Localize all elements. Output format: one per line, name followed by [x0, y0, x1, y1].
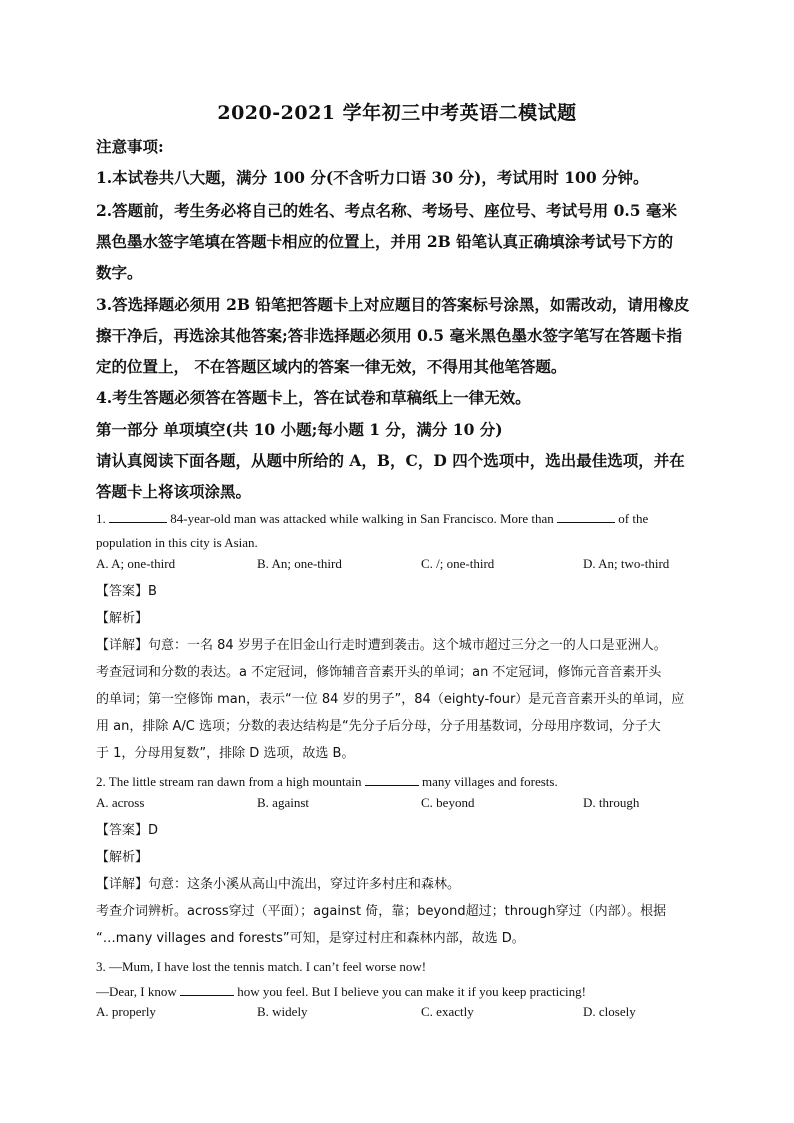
q1-option-d: D. An; two-third — [583, 556, 670, 571]
q3-option-a: A. properly — [96, 1004, 156, 1019]
notice-heading: 注意事项: — [96, 137, 164, 156]
q1-detail-line-1: 【详解】句意：一名 84 岁男子在旧金山行走时遭到袭击。这个城市超过三分之一的人口是亚洲人。 — [96, 638, 667, 653]
q1-blank-1 — [109, 510, 167, 523]
q3-line-2-a: —Dear, I know — [96, 984, 177, 999]
q1-text-a: 84-year-old man was attacked while walking in San Francisco. More than — [170, 511, 554, 526]
q3-stem — [96, 955, 700, 979]
q1-detail-line-5: 于 1，分母用复数”，排除 D 选项，故选 B。 — [96, 746, 355, 761]
notice-item-2-line-2: 黑色墨水签字笔填在答题卡相应的位置上，并用 2B 铅笔认真正确填涂考试号下方的 — [96, 232, 674, 251]
q1-stem — [96, 507, 700, 531]
q2-stem — [96, 770, 700, 794]
q1-stem-line-2: population in this city is Asian. — [96, 535, 258, 550]
q1-option-b: B. An; one-third — [257, 556, 342, 571]
q2-text-a: The little stream ran dawn from a high mountain — [108, 774, 362, 789]
notice-item-4: 4.考生答题必须答在答题卡上，答在试卷和草稿纸上一律无效。 — [96, 388, 531, 407]
q2-option-b: B. against — [257, 795, 309, 810]
q3-line-1: —Mum, I have lost the tennis match. I can’t feel worse now! — [109, 959, 427, 974]
part1-heading: 第一部分 单项填空(共 10 小题;每小题 1 分，满分 10 分) — [96, 420, 503, 439]
q2-option-a: A. across — [96, 795, 145, 810]
q2-detail-line-1: 【详解】句意：这条小溪从高山中流出，穿过许多村庄和森林。 — [96, 877, 461, 892]
notice-item-2-line-3: 数字。 — [96, 263, 143, 282]
q3-line-2-b: how you feel. But I believe you can make it if you keep practicing! — [237, 984, 586, 999]
q1-detail-line-4: 用 an，排除 A/C 选项；分数的表达结构是“先分子后分母，分子用基数词，分母用序数词，分子大 — [96, 719, 661, 734]
q1-analysis-label: 【解析】 — [96, 611, 149, 626]
q3-option-d: D. closely — [583, 1004, 636, 1019]
notice-item-1: 1.本试卷共八大题，满分 100 分(不含听力口语 30 分)，考试用时 100 分钟。 — [96, 168, 649, 187]
q1-answer: 【答案】B — [96, 584, 157, 599]
q2-blank — [365, 773, 419, 786]
q2-option-c: C. beyond — [421, 795, 475, 810]
q1-text-b: of the — [618, 511, 649, 526]
part1-instructions-line-1: 请认真阅读下面各题，从题中所给的 A，B，C，D 四个选项中，选出最佳选项，并在 — [96, 451, 685, 470]
part1-instructions-line-2: 答题卡上将该项涂黑。 — [96, 482, 252, 501]
q3-blank — [180, 983, 234, 996]
q1-options — [96, 556, 706, 580]
q3-option-c: C. exactly — [421, 1004, 474, 1019]
q3-number: 3. — [96, 959, 106, 974]
q2-option-d: D. through — [583, 795, 640, 810]
q2-options — [96, 795, 706, 819]
q3-line-2 — [96, 980, 700, 1004]
q2-text-b: many villages and forests. — [421, 774, 558, 789]
q1-option-c: C. /; one-third — [421, 556, 495, 571]
notice-item-3-line-2: 擦干净后，再选涂其他答案;答非选择题必须用 0.5 毫米黑色墨水签字笔写在答题卡指 — [96, 326, 682, 345]
notice-item-3-line-1: 3.答选择题必须用 2B 铅笔把答题卡上对应题目的答案标号涂黑，如需改动，请用橡皮 — [96, 295, 690, 314]
q2-detail-line-3: “…many villages and forests”可知，是穿过村庄和森林内部，故选 D。 — [96, 931, 525, 946]
q2-analysis-label: 【解析】 — [96, 850, 149, 865]
q1-blank-2 — [557, 510, 615, 523]
q2-number: 2. — [96, 774, 106, 789]
q2-answer: 【答案】D — [96, 823, 159, 838]
q3-option-b: B. widely — [257, 1004, 308, 1019]
q1-detail-line-3: 的单词；第一空修饰 man，表示“一位 84 岁的男子”，84（eighty-four）是元音音素开头的单词，应 — [96, 692, 685, 707]
page-title: 2020-2021 学年初三中考英语二模试题 — [217, 102, 577, 124]
q1-option-a: A. A; one-third — [96, 556, 176, 571]
q3-options — [96, 1004, 706, 1028]
notice-item-2-line-1: 2.答题前，考生务必将自己的姓名、考点名称、考场号、座位号、考试号用 0.5 毫米 — [96, 201, 677, 220]
notice-item-3-line-3: 定的位置上， 不在答题区域内的答案一律无效，不得用其他笔答题。 — [96, 357, 567, 376]
q1-detail-line-2: 考查冠词和分数的表达。a 不定冠词，修饰辅音音素开头的单词；an 不定冠词，修饰元音音素开头 — [96, 665, 662, 680]
q2-detail-line-2: 考查介词辨析。across穿过（平面）；against 倚，靠；beyond超过；through穿过（内部）。根据 — [96, 904, 667, 919]
q1-number: 1. — [96, 511, 106, 526]
